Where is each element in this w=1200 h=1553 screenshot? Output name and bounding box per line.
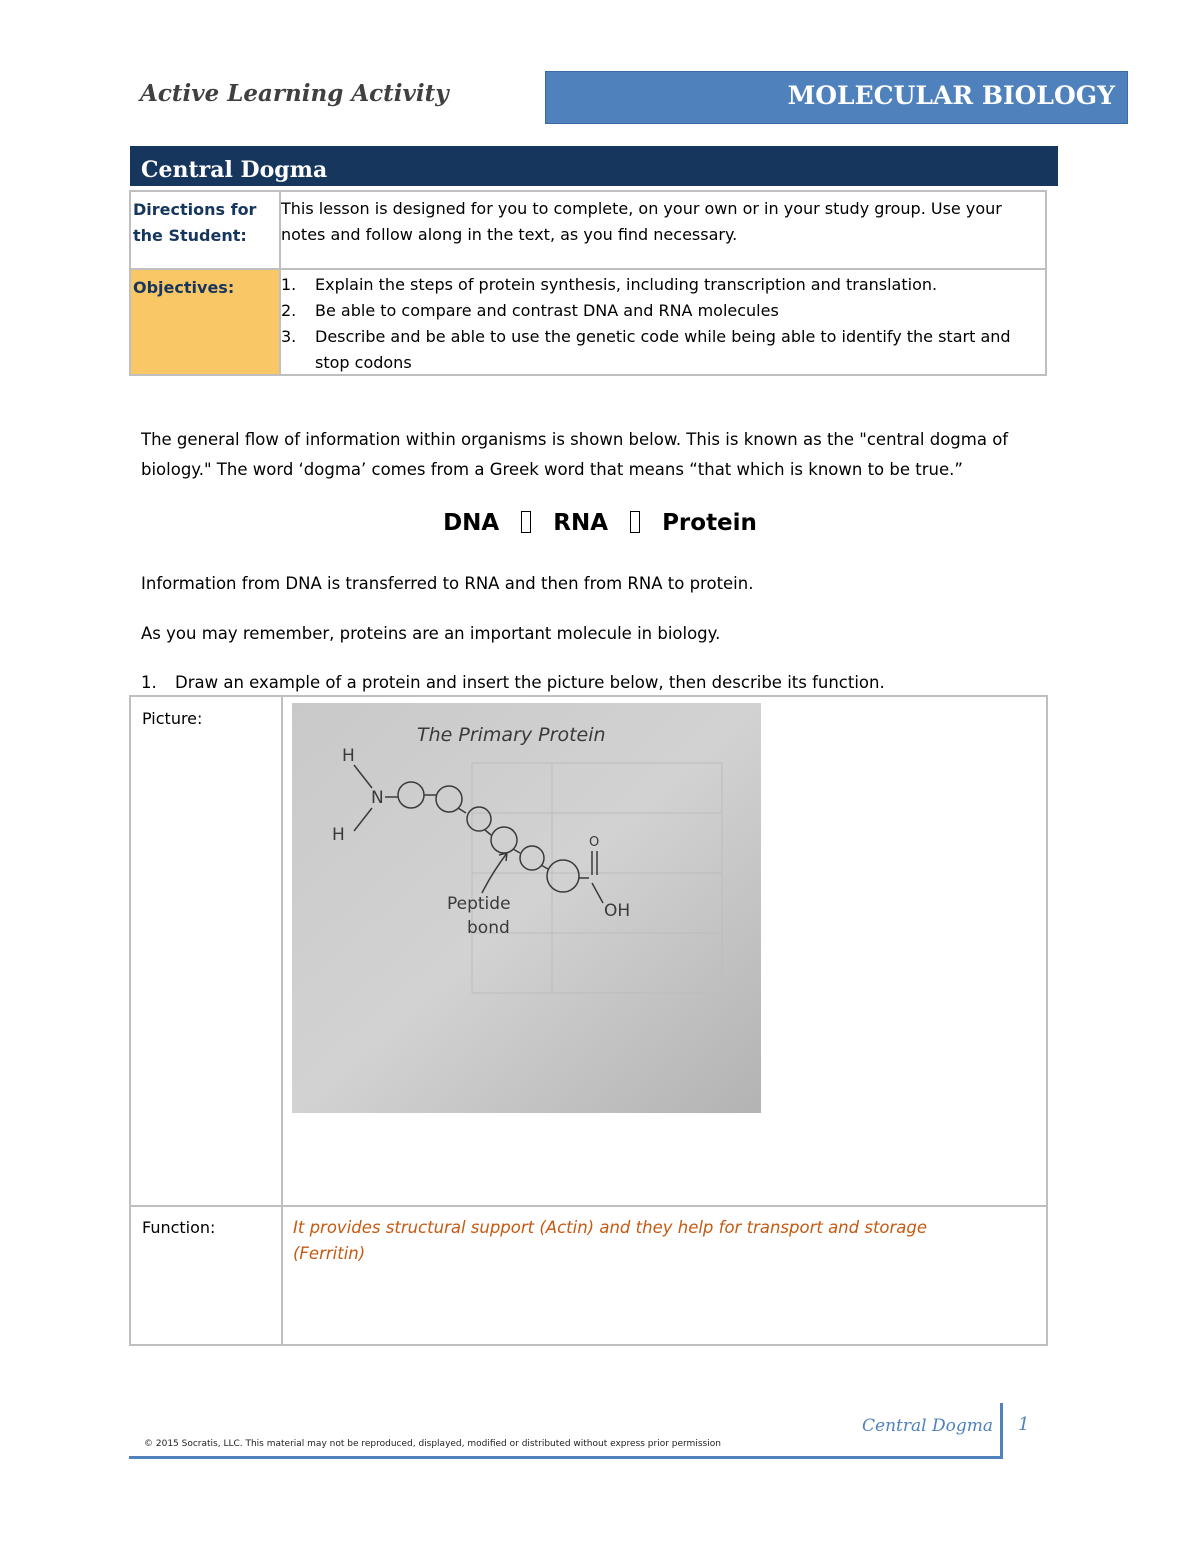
atom-label: OH xyxy=(604,901,631,921)
remember-paragraph: As you may remember, proteins are an important molecule in biology. xyxy=(141,624,721,643)
footer-rule xyxy=(1000,1403,1003,1459)
intro-paragraph: The general flow of information within organisms is shown below. This is known as the "central dogma of biology." The word ‘dogma’ comes from a Greek word that means “that which is known to be true.” xyxy=(141,430,1009,479)
lesson-title-bar xyxy=(130,146,1058,186)
question-1 xyxy=(141,668,1071,698)
directions-label: Directions for the Student: xyxy=(133,200,257,245)
atom-label: O xyxy=(589,835,600,850)
info-paragraph: Information from DNA is transferred to RNA and then from RNA to protein. xyxy=(141,574,754,593)
subject-banner xyxy=(545,71,1128,124)
annotation-text: bond xyxy=(467,918,510,938)
question-number: 1. xyxy=(141,673,157,692)
footer-rule xyxy=(129,1456,1003,1459)
objectives-label: Objectives: xyxy=(131,270,279,374)
objective-number: 1. xyxy=(281,275,297,294)
objective-item xyxy=(281,324,1041,376)
flow-rna: RNA xyxy=(553,510,609,536)
function-label: Function: xyxy=(142,1218,216,1237)
table-divider xyxy=(281,697,283,1344)
table-divider xyxy=(131,1205,1046,1207)
protein-drawing-svg xyxy=(292,703,761,1113)
drawing-title: The Primary Protein xyxy=(417,724,606,746)
question-text: Draw an example of a protein and insert the picture below, then describe its function. xyxy=(175,673,885,692)
lesson-title: Central Dogma xyxy=(141,157,328,183)
directions-text: This lesson is designed for you to complete, on your own or in your study group. Use your notes and follow along in the text, as you find necessary. xyxy=(281,199,1002,244)
directions-table xyxy=(129,190,1047,376)
missing-glyph-arrow-icon xyxy=(630,511,640,533)
atom-label: H xyxy=(342,746,355,766)
function-answer[interactable]: It provides structural support (Actin) and they help for transport and storage (Ferritin) xyxy=(293,1218,928,1263)
annotation-text: Peptide xyxy=(447,894,511,914)
flow-dna: DNA xyxy=(443,510,500,536)
objectives-list xyxy=(281,272,1041,376)
objective-text: Explain the steps of protein synthesis, including transcription and translation. xyxy=(315,275,938,294)
page-number: 1 xyxy=(1018,1414,1030,1435)
central-dogma-flow xyxy=(0,510,1200,536)
subject-banner-label: MOLECULAR BIOLOGY xyxy=(787,81,1115,110)
flow-protein: Protein xyxy=(662,510,757,536)
objective-text: Describe and be able to use the genetic code while being able to identify the start and stop codons xyxy=(315,327,1011,372)
objective-number: 2. xyxy=(281,301,297,320)
atom-label: H xyxy=(332,825,345,845)
footer-title: Central Dogma xyxy=(862,1416,993,1436)
objective-item xyxy=(281,272,1041,298)
objective-text: Be able to compare and contrast DNA and RNA molecules xyxy=(315,301,779,320)
missing-glyph-arrow-icon xyxy=(521,511,531,533)
objectives-list-cell xyxy=(281,272,1041,372)
atom-label: N xyxy=(371,788,384,808)
objective-item xyxy=(281,298,1041,324)
activity-header-title: Active Learning Activity xyxy=(140,80,449,107)
copyright-notice: © 2015 Socratis, LLC. This material may not be reproduced, displayed, modified or distributed without express prior permission xyxy=(144,1439,721,1449)
protein-drawing-image xyxy=(292,703,761,1113)
objective-number: 3. xyxy=(281,327,297,346)
picture-label: Picture: xyxy=(142,709,203,728)
